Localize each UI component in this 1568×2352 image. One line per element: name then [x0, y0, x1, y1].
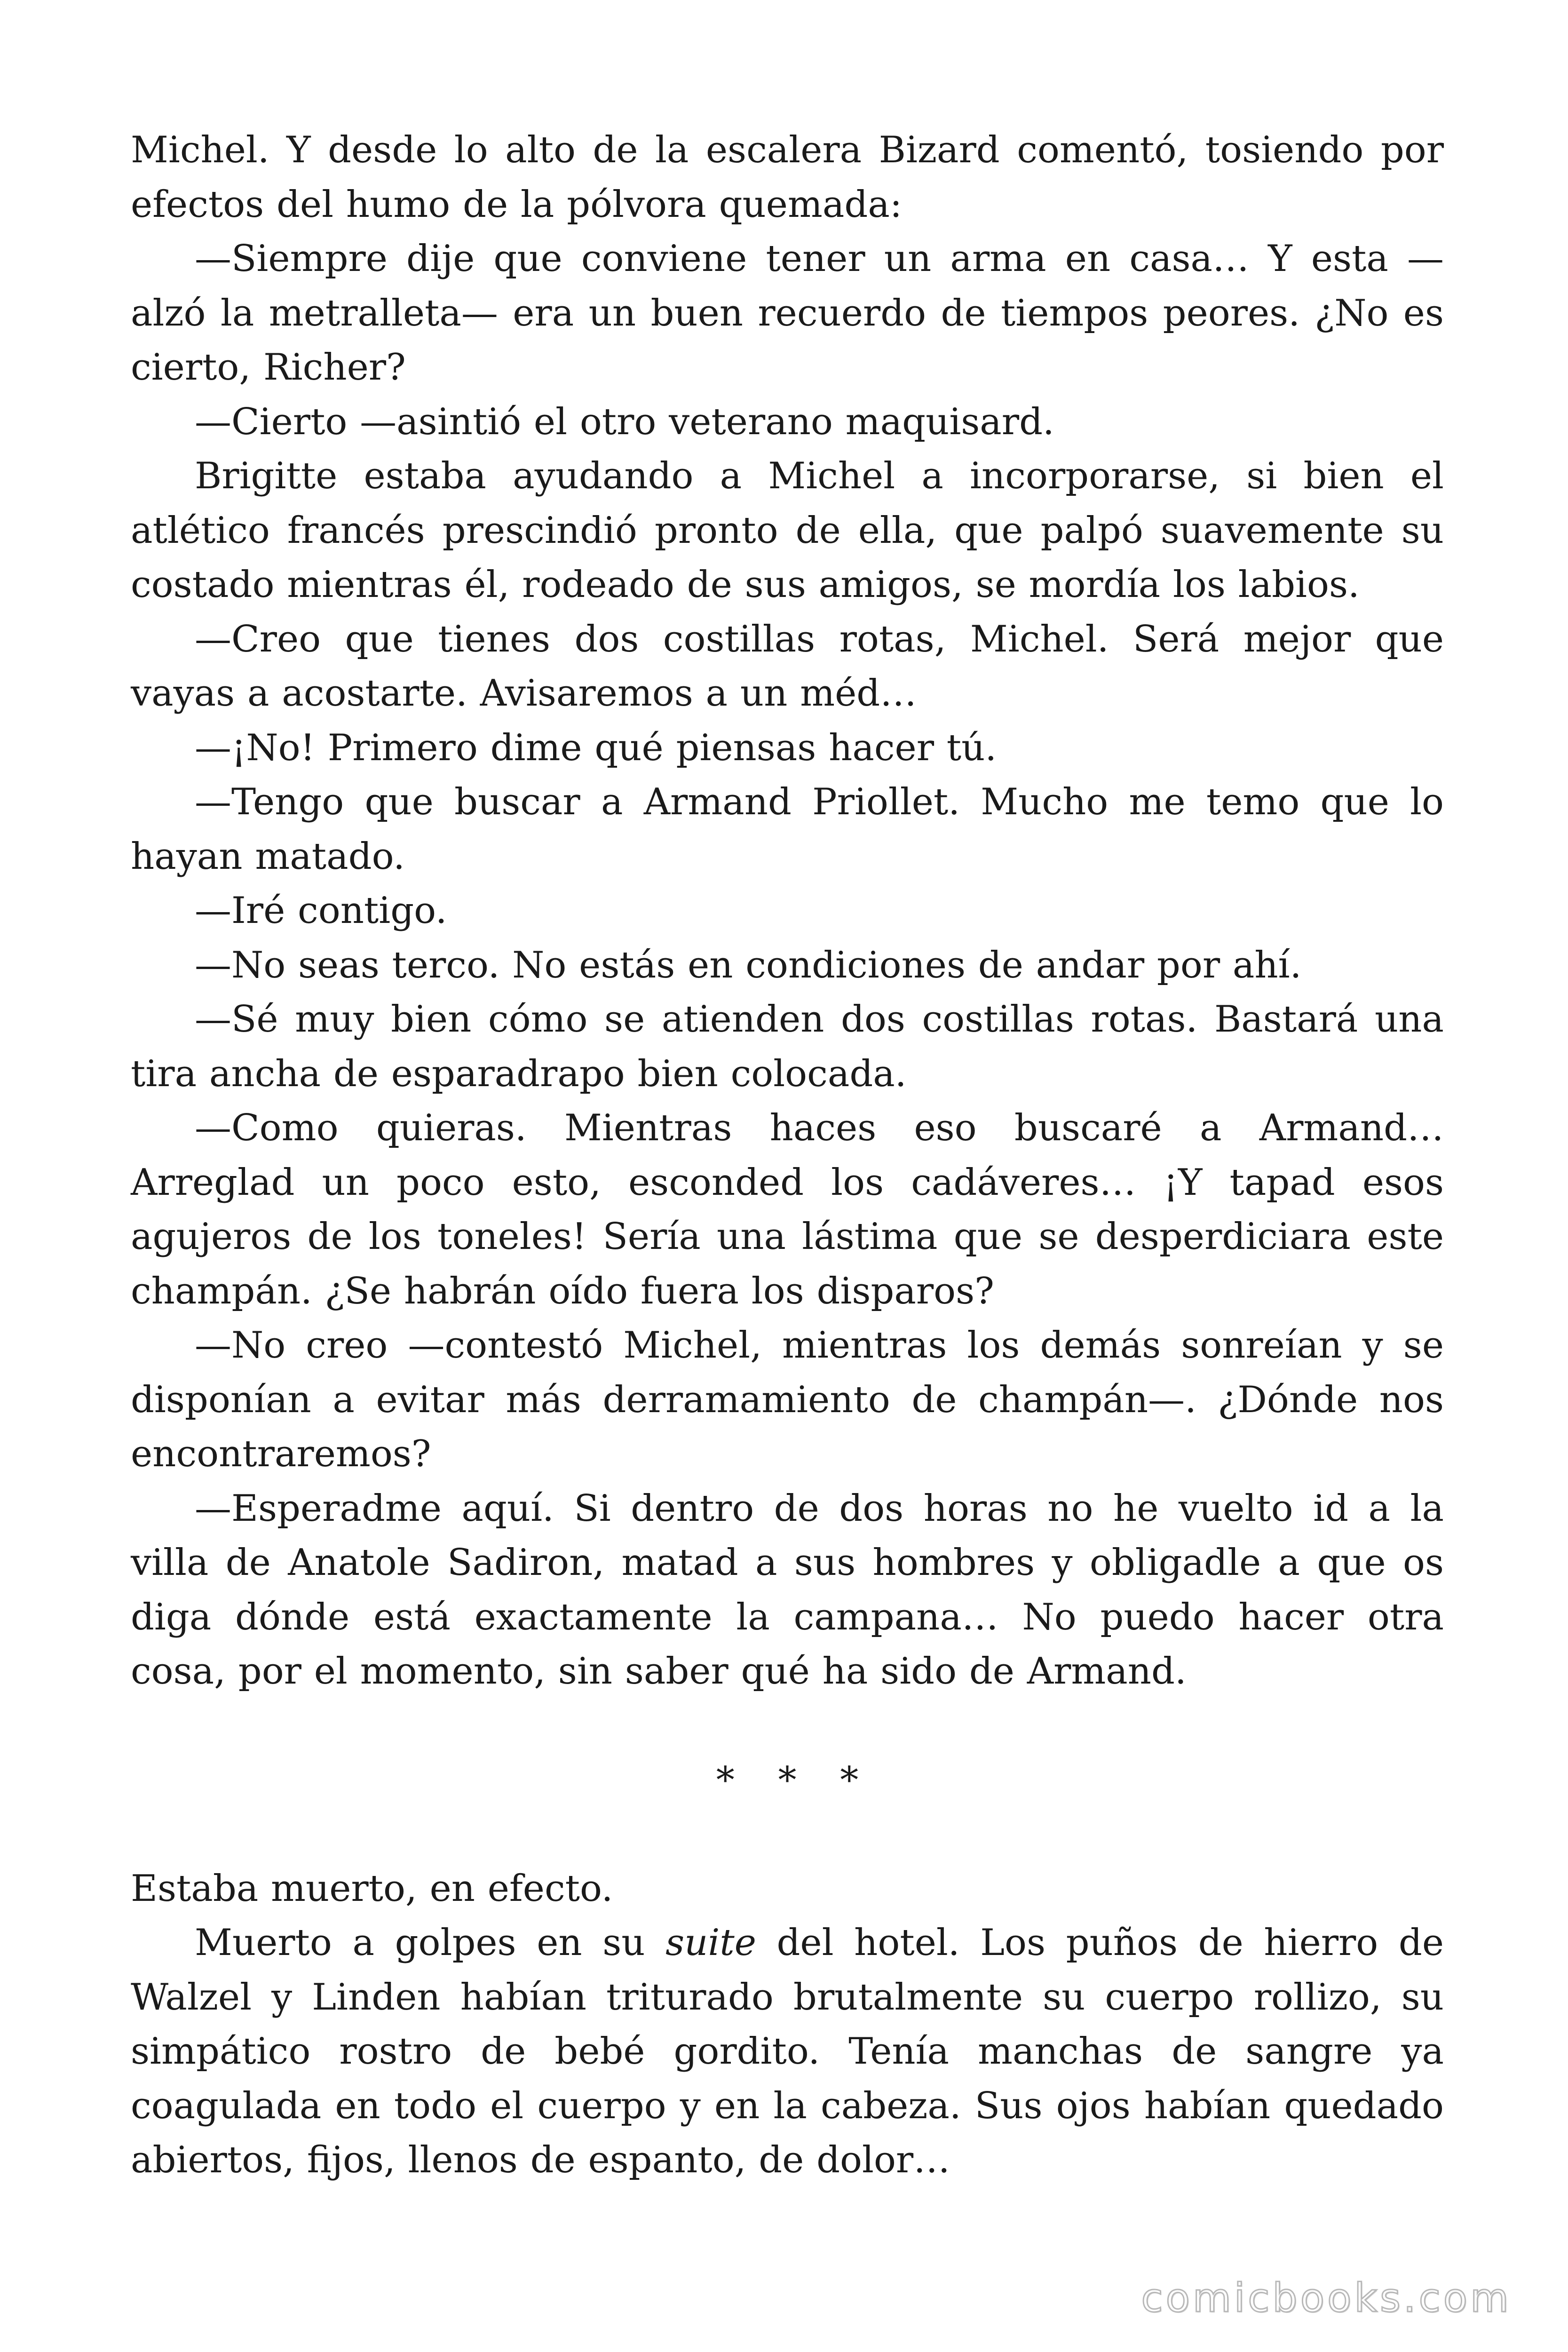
dialogue-paragraph: —Creo que tienes dos costillas rotas, Michel. Será mejor que vayas a acostarte. Avisaremos a un méd… — [131, 618, 1444, 715]
paragraph-text: Muerto a golpes en su — [195, 1922, 666, 1964]
paragraph: Estaba muerto, en efecto. — [131, 1867, 613, 1910]
watermark-logo: comicbooks.com — [1141, 2275, 1512, 2321]
dialogue-paragraph: —No creo —contestó Michel, mientras los demás sonreían y se disponían a evitar más derramamiento de champán—. ¿Dónde nos encontraremos? — [131, 1324, 1444, 1475]
dialogue-paragraph: —Siempre dije que conviene tener un arma en casa… Y esta —alzó la metralleta— era un buen recuerdo de tiempos peores. ¿No es cierto, Richer? — [131, 238, 1444, 389]
dialogue-paragraph: —Iré contigo. — [195, 890, 447, 932]
dialogue-paragraph: —Esperadme aquí. Si dentro de dos horas no he vuelto id a la villa de Anatole Sadiron, matad a sus hombres y obligadle a que os diga dónde está exactamente la campana… No puedo hacer otra cosa, por el momento, sin saber qué ha sido de Armand. — [131, 1487, 1444, 1692]
paragraph — [131, 1916, 1444, 2188]
text-block-bottom — [131, 1862, 1444, 2188]
dialogue-paragraph: —No seas terco. No estás en condiciones de andar por ahí. — [195, 944, 1302, 986]
dialogue-paragraph: —Tengo que buscar a Armand Priollet. Mucho me temo que lo hayan matado. — [131, 781, 1444, 878]
dialogue-paragraph: —¡No! Primero dime qué piensas hacer tú. — [195, 726, 997, 769]
text-block-top — [131, 123, 1444, 1699]
dialogue-paragraph: —Sé muy bien cómo se atienden dos costillas rotas. Bastará una tira ancha de esparadrapo bien colocada. — [131, 998, 1444, 1095]
dialogue-paragraph: —Como quieras. Mientras haces eso buscaré a Armand… Arreglad un poco esto, esconded los cadáveres… ¡Y tapad esos agujeros de los toneles! Sería una lástima que se desperdiciara este champán. ¿Se habrán oído fuera los disparos? — [131, 1107, 1444, 1312]
dialogue-paragraph: —Cierto —asintió el otro veterano maquisard. — [195, 400, 1054, 443]
paragraph: Michel. Y desde lo alto de la escalera Bizard comentó, tosiendo por efectos del humo de la pólvora quemada: — [131, 129, 1444, 226]
scene-break-separator: * * * — [716, 1759, 875, 1802]
paragraph: Brigitte estaba ayudando a Michel a incorporarse, si bien el atlético francés prescindió pronto de ella, que palpó suavemente su costado mientras él, rodeado de sus amigos, se mordía los labios. — [131, 455, 1444, 606]
italic-word: suite — [665, 1922, 756, 1964]
paragraph-text: del hotel. Los puños de hierro de Walzel y Linden habían triturado brutalmente su cuerpo rollizo, su simpático rostro de bebé gordito. Tenía manchas de sangre ya coagulada en todo el cuerpo y en la cabeza. Sus ojos habían quedado abiertos, fijos, llenos de espanto, de dolor… — [131, 1922, 1444, 2181]
book-page — [131, 123, 1444, 2188]
